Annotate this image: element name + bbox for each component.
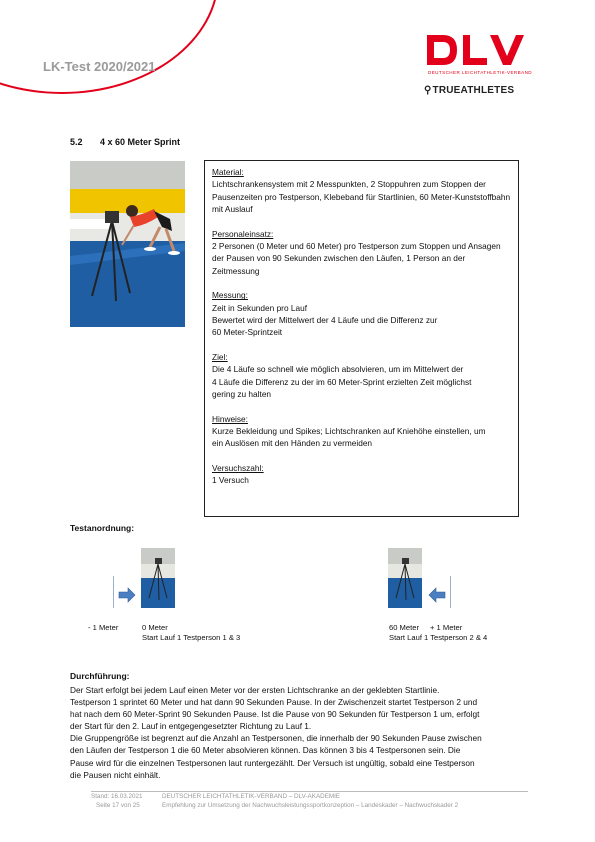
hinweise-heading: Hinweise: — [212, 413, 248, 424]
messung-line: Bewertet wird der Mittelwert der 4 Läufe und die Differenz zur — [212, 315, 438, 326]
info-box — [204, 160, 519, 517]
messung-heading: Messung: — [212, 290, 248, 301]
section-number: 5.2 — [70, 137, 83, 147]
hinweise-line: Kurze Bekleidung und Spikes; Lichtschranken auf Kniehöhe einstellen, um — [212, 425, 486, 436]
brand-tagline — [424, 85, 514, 96]
procedure-heading: Durchführung: — [70, 671, 130, 681]
procedure-line: der Start für den 2. Lauf in entgegengesetzter Richtung zu Lauf 1. — [70, 721, 312, 732]
ziel-line: gering zu halten — [212, 389, 272, 400]
material-text: Lichtschrankensystem mit 2 Messpunkten, 2 Stoppuhren zum Stoppen der Pausenzeiten pro Testperson, Klebeband für Startlinien, 60 Meter-Kunststoffbahn mit Auslauf — [212, 179, 511, 215]
brand-tagline-text: TRUEATHLETES — [432, 85, 515, 96]
left-arrow-icon — [428, 586, 446, 604]
footer-page: Seite 17 von 25 — [96, 802, 140, 809]
logo-subtitle: DEUTSCHER LEICHTATHLETIK-VERBAND — [428, 70, 533, 75]
right-start-label: Start Lauf 1 Testperson 2 & 4 — [389, 633, 488, 642]
end-line-marker — [450, 576, 451, 608]
hinweise-line: ein Auslösen mit den Händen zu vermeiden — [212, 438, 373, 449]
messung-line: Zeit in Sekunden pro Lauf — [212, 302, 308, 313]
procedure-line: die Pausen nicht einhält. — [70, 769, 161, 780]
procedure-line: den Läufen der Testperson 1 die 60 Meter absolvieren können. Das können 3 bis 4 Testpersonen sein. Die — [70, 745, 461, 756]
section-title: 4 x 60 Meter Sprint — [100, 137, 181, 147]
ziel-line: 4 Läufe die Differenz zu der im 60 Meter-Sprint erzielten Zeit möglichst — [212, 376, 472, 387]
footer-divider — [91, 791, 528, 792]
test-setup-heading: Testanordnung: — [70, 523, 135, 533]
right-distance-label: + 1 Meter — [430, 623, 463, 632]
procedure-line: Der Start erfolgt bei jedem Lauf einen Meter vor der ersten Lichtschranke an der geklebten Startlinie. — [70, 685, 440, 695]
corner-arc-decoration — [0, 0, 219, 94]
left-meter-label: 0 Meter — [142, 623, 168, 632]
material-heading: Material: — [212, 167, 244, 177]
ziel-heading: Ziel: — [212, 351, 228, 362]
versuch-text: 1 Versuch — [212, 475, 249, 486]
start-line-marker — [113, 576, 114, 608]
footer-org: DEUTSCHER LEICHTATHLETIK-VERBAND – DLV-AKADEMIE — [162, 793, 341, 800]
versuch-heading: Versuchszahl: — [212, 462, 264, 473]
left-start-label: Start Lauf 1 Testperson 1 & 3 — [142, 633, 241, 642]
right-meter-label: 60 Meter — [389, 623, 419, 632]
right-arrow-icon — [118, 586, 136, 604]
personal-text: 2 Personen (0 Meter und 60 Meter) pro Testperson zum Stoppen und Ansagen der Pausen von 90 Sekunden zwischen den Läufen, 1 Person an der Zeitmessung — [212, 241, 501, 276]
messung-line: 60 Meter-Sprintzeit — [212, 327, 283, 338]
procedure-line: Die Gruppengröße ist begrenzt auf die Anzahl an Testpersonen, die innerhalb der 90 Sekunden Pause zwischen — [70, 733, 482, 744]
athlete-icon: ⚲ — [424, 85, 432, 96]
procedure-line: Pause wird für die einzelnen Testpersonen laut runtergezählt. Der Versuch ist ungültig, sobald eine Testperson — [70, 757, 475, 768]
footer-stand: Stand: 16.03.2021 — [91, 793, 143, 800]
procedure-line: hat nach dem 60 Meter-Sprint 90 Sekunden Pause. Ist die Pause von 90 Sekunden für Testperson 1 um, erfolgt — [70, 709, 480, 720]
procedure-text — [70, 684, 525, 781]
personal-heading: Personaleinsatz: — [212, 228, 274, 239]
page-header-title: LK-Test 2020/2021 — [43, 59, 156, 74]
light-barrier-photo-right — [388, 548, 422, 608]
light-barrier-photo-left — [141, 548, 175, 608]
footer-subtitle: Empfehlung zur Umsetzung der Nachwuchsleistungssportkonzeption – Landeskader – Nachwuchskader 2 — [162, 802, 459, 809]
procedure-line: Testperson 1 sprintet 60 Meter und hat dann 90 Sekunden Pause. In der Zwischenzeit startet Testperson 2 und — [70, 697, 478, 708]
left-distance-label: - 1 Meter — [88, 623, 119, 632]
sprint-start-photo — [70, 161, 185, 327]
ziel-line: Die 4 Läufe so schnell wie möglich absolvieren, um im Mittelwert der — [212, 364, 464, 375]
